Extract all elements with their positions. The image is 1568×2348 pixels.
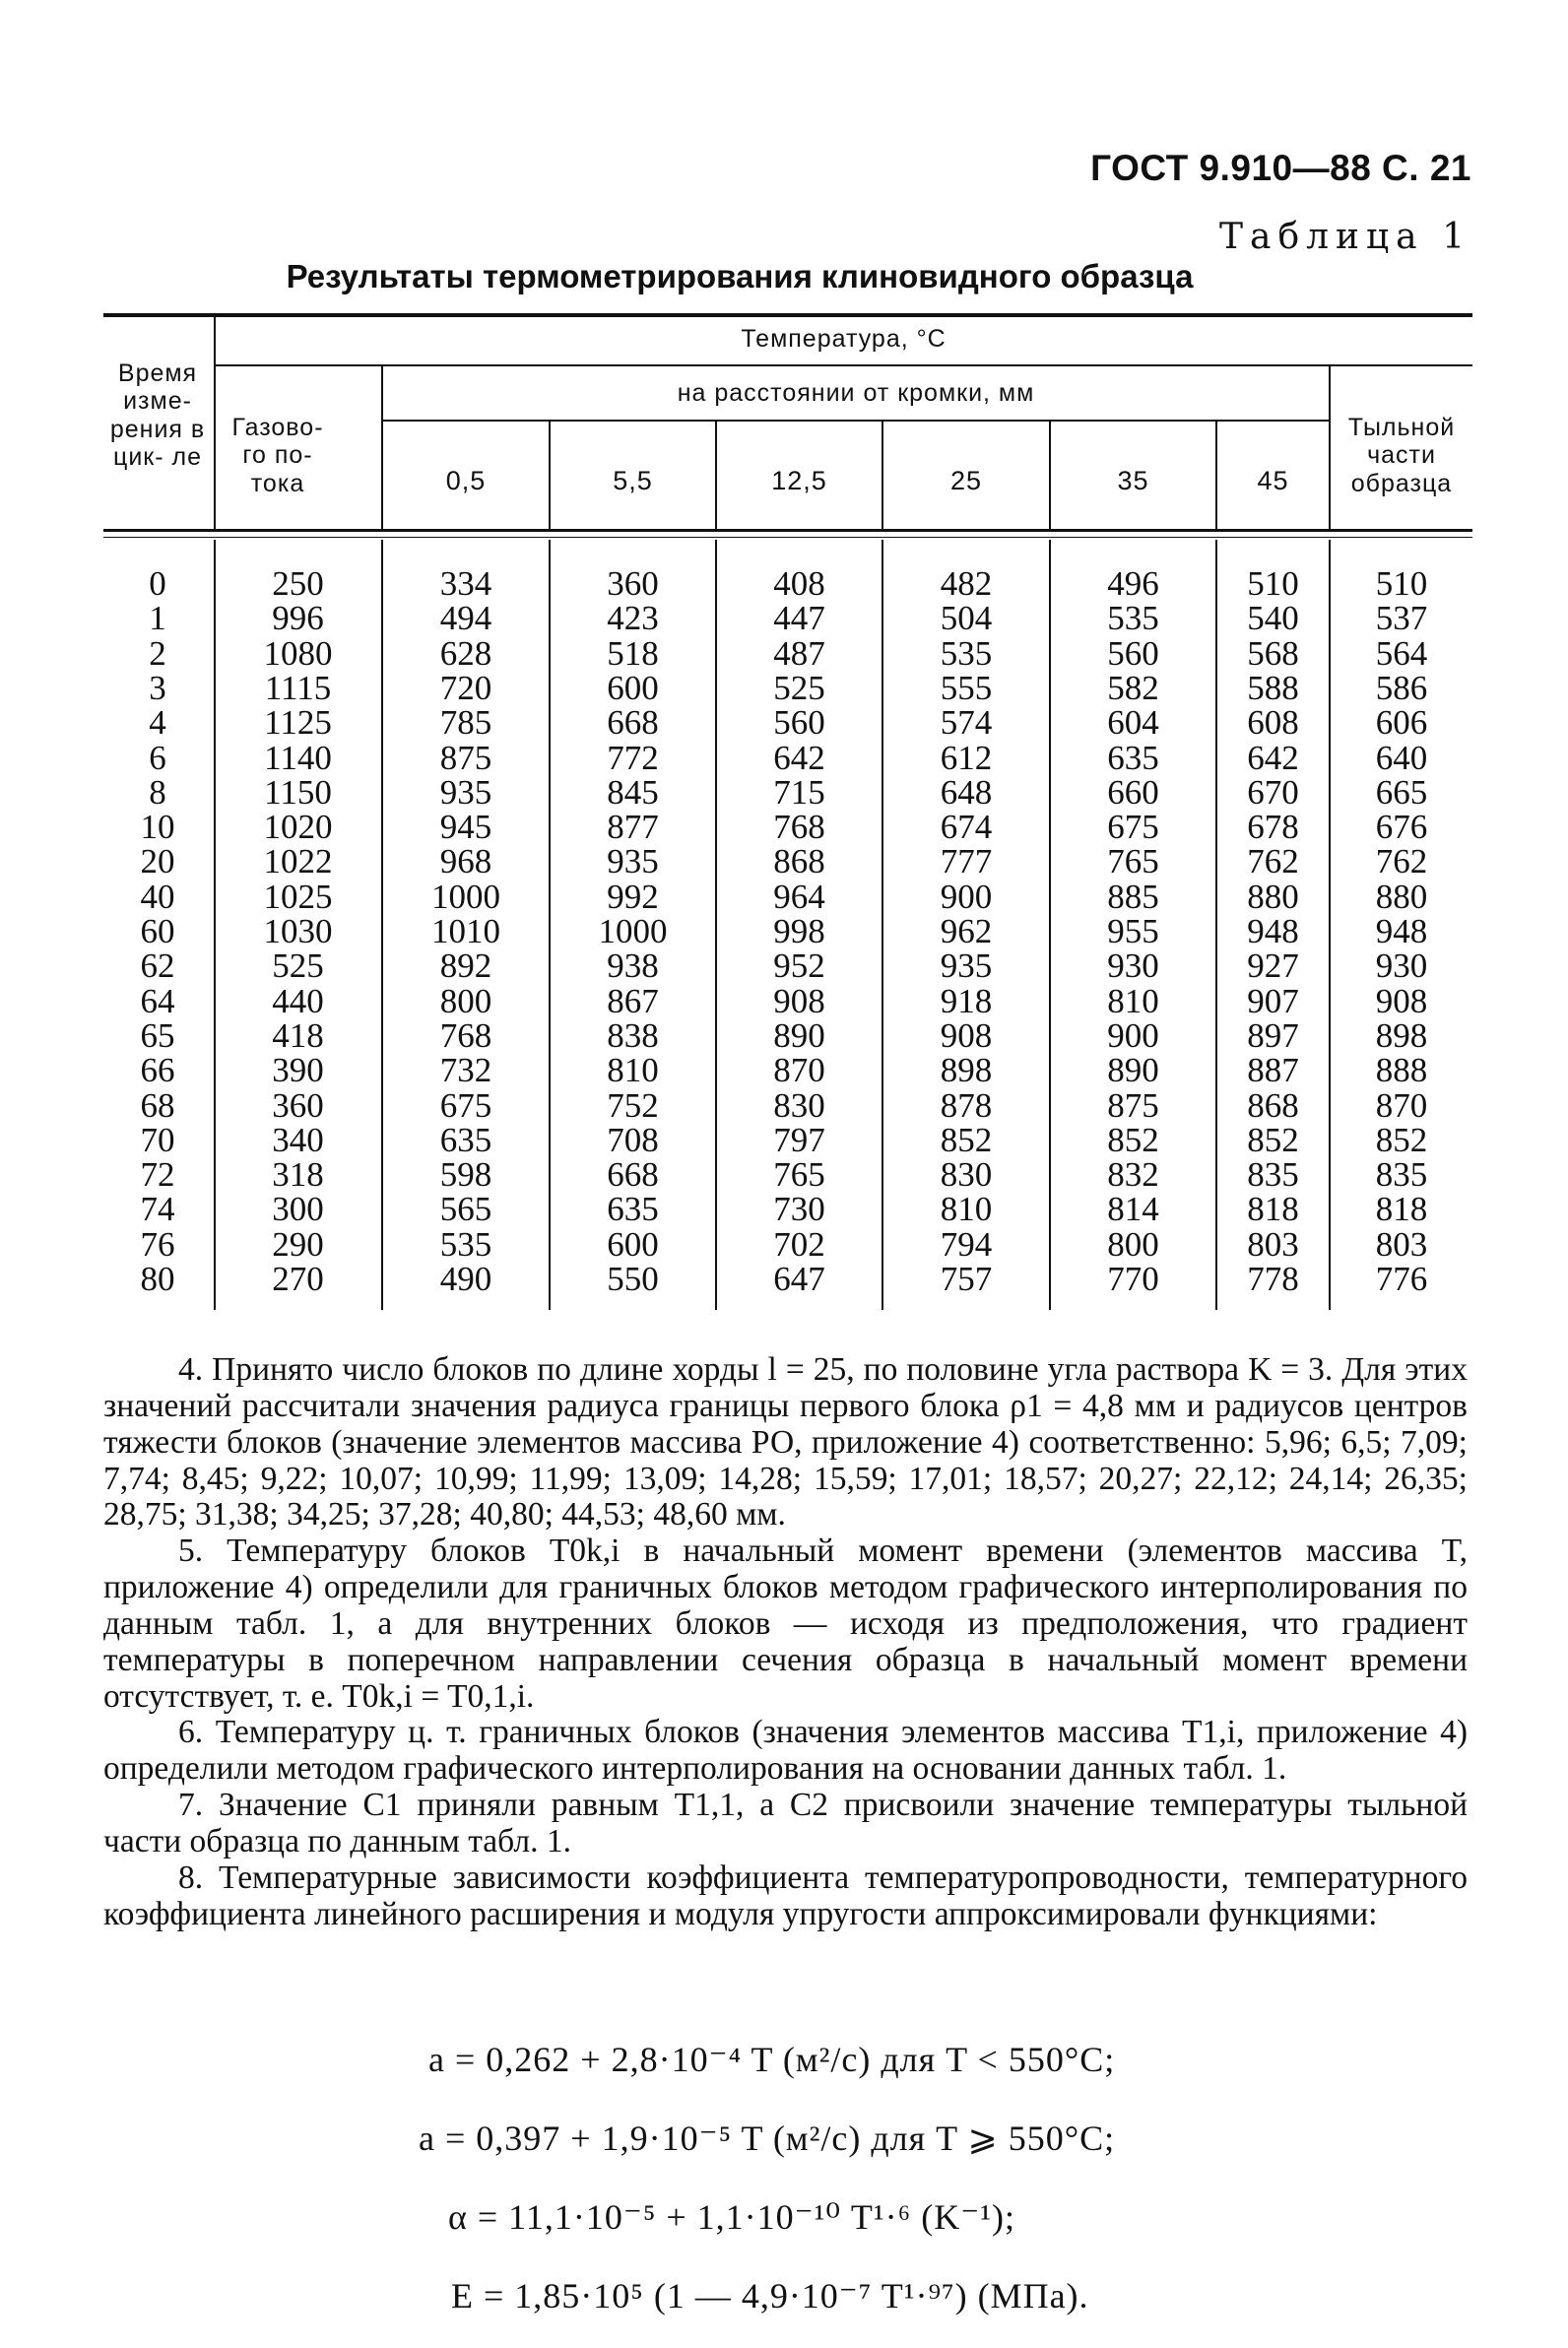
cell-value: 408: [773, 564, 825, 603]
cell-value: 715: [773, 772, 825, 812]
cell-value: 887: [1247, 1051, 1299, 1090]
cell-time: 3: [149, 668, 166, 707]
cell-value: 668: [607, 1155, 659, 1195]
cell-value: 935: [439, 772, 492, 812]
cell-time: 4: [149, 703, 166, 743]
cell-value: 1022: [263, 842, 333, 881]
cell-value: 535: [439, 1224, 492, 1264]
table-row: [0, 877, 1568, 916]
cell-value: 955: [1107, 912, 1159, 950]
cell-value: 1150: [264, 772, 332, 812]
table-row: [0, 566, 1568, 601]
cell-value: 762: [1375, 842, 1428, 881]
cell-value: 555: [940, 668, 993, 707]
table-label: Таблица 1: [1219, 217, 1471, 257]
cell-value: 550: [607, 1260, 659, 1298]
table-row: [0, 844, 1568, 879]
cell-value: 948: [1247, 912, 1299, 950]
cell-time: 20: [140, 842, 175, 881]
header-distance-value: 0,5: [445, 466, 487, 495]
cell-value: 720: [439, 668, 492, 707]
cell-value: 250: [272, 564, 324, 603]
cell-value: 770: [1107, 1260, 1159, 1298]
cell-value: 600: [607, 1224, 659, 1264]
table-row: [0, 703, 1568, 743]
cell-value: 482: [940, 564, 993, 603]
cell-value: 900: [1107, 1015, 1159, 1055]
cell-value: 835: [1247, 1155, 1299, 1195]
cell-value: 897: [1247, 1015, 1299, 1055]
header-temperature: Температура, °С: [741, 325, 947, 353]
cell-value: 648: [940, 772, 993, 812]
cell-time: 70: [140, 1120, 175, 1159]
cell-value: 1125: [264, 703, 332, 743]
cell-value: 868: [773, 842, 825, 881]
cell-time: 62: [140, 946, 175, 986]
cell-value: 612: [940, 738, 993, 777]
table-row: [0, 1190, 1568, 1229]
cell-time: 10: [140, 808, 175, 847]
table-header-bottom-rule: [103, 529, 1472, 532]
cell-value: 968: [439, 842, 492, 881]
cell-value: 852: [1375, 1120, 1428, 1159]
table-row: [0, 1224, 1568, 1264]
cell-value: 732: [439, 1051, 492, 1090]
cell-value: 300: [272, 1190, 324, 1229]
formula: a = 0,262 + 2,8·10⁻⁴ T (м²/с) для T < 550°С;: [428, 2040, 1116, 2079]
cell-value: 945: [439, 808, 492, 847]
cell-value: 574: [940, 703, 993, 743]
cell-value: 640: [1375, 738, 1428, 777]
formula: a = 0,397 + 1,9·10⁻⁵ T (м²/с) для T ⩾ 550°С;: [419, 2119, 1116, 2158]
cell-value: 938: [607, 946, 659, 986]
cell-value: 628: [439, 633, 492, 673]
cell-value: 814: [1107, 1190, 1159, 1229]
formula: E = 1,85·10⁵ (1 — 4,9·10⁻⁷ T¹·⁹⁷) (МПа).: [451, 2276, 1089, 2315]
cell-value: 665: [1375, 772, 1428, 812]
table-row: [0, 981, 1568, 1020]
table-row: [0, 668, 1568, 707]
cell-value: 487: [773, 633, 825, 673]
cell-value: 334: [439, 564, 492, 603]
cell-time: 0: [149, 564, 166, 603]
cell-value: 765: [1107, 842, 1159, 881]
cell-time: 68: [140, 1085, 175, 1125]
cell-value: 1140: [264, 738, 332, 777]
cell-value: 560: [1107, 633, 1159, 673]
cell-value: 604: [1107, 703, 1159, 743]
cell-value: 290: [272, 1224, 324, 1264]
cell-value: 635: [1107, 738, 1159, 777]
table-row: [0, 1015, 1568, 1055]
cell-value: 930: [1107, 946, 1159, 986]
cell-value: 423: [607, 599, 659, 638]
cell-value: 670: [1247, 772, 1299, 812]
cell-time: 66: [140, 1051, 175, 1090]
cell-time: 64: [140, 981, 175, 1020]
cell-value: 504: [940, 599, 993, 638]
cell-value: 888: [1375, 1051, 1428, 1090]
cell-value: 360: [607, 564, 659, 603]
cell-value: 880: [1375, 877, 1428, 916]
cell-value: 518: [607, 633, 659, 673]
table-row: [0, 1051, 1568, 1090]
cell-value: 996: [272, 599, 324, 638]
cell-value: 878: [940, 1085, 993, 1125]
cell-value: 830: [940, 1155, 993, 1195]
cell-value: 730: [773, 1190, 825, 1229]
cell-value: 962: [940, 912, 993, 950]
cell-value: 768: [773, 808, 825, 847]
cell-value: 892: [439, 946, 492, 986]
cell-value: 642: [773, 738, 825, 777]
paragraph: 6. Температуру ц. т. граничных блоков (значения элементов массива T1,i, приложение 4) определили методом графического интерполирования на основании данных табл. 1.: [103, 1714, 1468, 1788]
cell-time: 65: [140, 1015, 175, 1055]
cell-value: 835: [1375, 1155, 1428, 1195]
cell-value: 777: [940, 842, 993, 881]
paragraph: 7. Значение С1 приняли равным T1,1, а С2 присвоили значение температуры тыльной части образца по данным табл. 1.: [103, 1787, 1468, 1859]
table-row: [0, 946, 1568, 986]
cell-value: 600: [607, 668, 659, 707]
cell-value: 1025: [263, 877, 333, 916]
cell-value: 898: [1375, 1015, 1428, 1055]
cell-value: 918: [940, 981, 993, 1020]
cell-value: 838: [607, 1015, 659, 1055]
cell-value: 635: [439, 1120, 492, 1159]
cell-value: 675: [439, 1085, 492, 1125]
cell-value: 948: [1375, 912, 1428, 950]
cell-value: 776: [1375, 1260, 1428, 1298]
cell-value: 564: [1375, 633, 1428, 673]
header-distance-value: 45: [1257, 466, 1289, 495]
cell-value: 647: [773, 1260, 825, 1298]
cell-time: 74: [140, 1190, 175, 1229]
cell-value: 778: [1247, 1260, 1299, 1298]
cell-value: 447: [773, 599, 825, 638]
cell-value: 702: [773, 1224, 825, 1264]
cell-value: 496: [1107, 564, 1159, 603]
cell-value: 318: [272, 1155, 324, 1195]
cell-value: 868: [1247, 1085, 1299, 1125]
page-header: ГОСТ 9.910—88 С. 21: [1090, 148, 1471, 188]
cell-value: 340: [272, 1120, 324, 1159]
formula: α = 11,1·10⁻⁵ + 1,1·10⁻¹⁰ T¹·⁶ (K⁻¹);: [448, 2197, 1015, 2237]
cell-value: 908: [1375, 981, 1428, 1020]
cell-value: 810: [1107, 981, 1159, 1020]
table-row: [0, 738, 1568, 777]
cell-value: 870: [773, 1051, 825, 1090]
cell-value: 494: [439, 599, 492, 638]
cell-value: 535: [940, 633, 993, 673]
cell-value: 772: [607, 738, 659, 777]
cell-value: 588: [1247, 668, 1299, 707]
cell-value: 998: [773, 912, 825, 950]
header-back: Тыльной части образца: [1347, 414, 1456, 497]
distance-underline: [382, 420, 1330, 422]
cell-value: 875: [1107, 1085, 1159, 1125]
header-distance-value: 12,5: [771, 466, 827, 495]
cell-value: 880: [1247, 877, 1299, 916]
cell-value: 870: [1375, 1085, 1428, 1125]
cell-value: 635: [607, 1190, 659, 1229]
table-row: [0, 914, 1568, 948]
cell-value: 797: [773, 1120, 825, 1159]
cell-value: 800: [1107, 1224, 1159, 1264]
header-distance-value: 5,5: [613, 466, 653, 495]
cell-value: 810: [607, 1051, 659, 1090]
paragraph: 5. Температуру блоков T0k,i в начальный момент времени (элементов массива T, приложение 4) определили для граничных блоков методом графического интерполирования по данным табл. 1, а для внутренних блоков — исходя из предположения, что градиент температуры в поперечном направлении сечения образца в начальный момент времени отсутствует, т. е. T0k,i = T0,1,i.: [103, 1533, 1468, 1715]
cell-value: 1000: [598, 912, 668, 950]
paragraph: 8. Температурные зависимости коэффициента температуропроводности, температурного коэффициента линейного расширения и модуля упругости аппроксимировали функциями:: [103, 1859, 1468, 1932]
cell-value: 875: [439, 738, 492, 777]
cell-value: 490: [439, 1260, 492, 1298]
cell-value: 810: [940, 1190, 993, 1229]
cell-value: 565: [439, 1190, 492, 1229]
cell-value: 582: [1107, 668, 1159, 707]
cell-value: 890: [773, 1015, 825, 1055]
header-distance: на расстоянии от кромки, мм: [677, 379, 1035, 407]
body-text: [103, 1352, 1468, 1933]
cell-value: 360: [272, 1085, 324, 1125]
paragraph: 4. Принято число блоков по длине хорды l = 25, по половине угла раствора K = 3. Для этих значений рассчитали значения радиуса границы первого блока ρ1 = 4,8 мм и радиусов центров тяжести блоков (значение элементов массива РО, приложение 4) соответственно: 5,96; 6,5; 7,09; 7,74; 8,45; 9,22; 10,07; 10,99; 11,99; 13,09; 14,28; 15,59; 17,01; 18,57; 20,27; 22,12; 24,14; 26,35; 28,75; 31,38; 34,25; 37,28; 40,80; 44,53; 48,60 мм.: [103, 1351, 1468, 1533]
cell-time: 1: [149, 599, 166, 638]
cell-value: 762: [1247, 842, 1299, 881]
cell-value: 1115: [264, 668, 332, 707]
cell-value: 890: [1107, 1051, 1159, 1090]
cell-value: 830: [773, 1085, 825, 1125]
cell-value: 803: [1375, 1224, 1428, 1264]
cell-value: 708: [607, 1120, 659, 1159]
table-row: [0, 1120, 1568, 1159]
cell-value: 818: [1247, 1190, 1299, 1229]
cell-value: 674: [940, 808, 993, 847]
cell-value: 418: [272, 1015, 324, 1055]
cell-value: 852: [940, 1120, 993, 1159]
header-distance-value: 25: [949, 466, 983, 495]
cell-value: 930: [1375, 946, 1428, 986]
cell-value: 440: [272, 981, 324, 1020]
cell-value: 678: [1247, 808, 1299, 847]
cell-value: 992: [607, 877, 659, 916]
table-row: [0, 1155, 1568, 1195]
cell-value: 818: [1375, 1190, 1428, 1229]
cell-value: 1020: [263, 808, 333, 847]
cell-value: 668: [607, 703, 659, 743]
cell-value: 935: [607, 842, 659, 881]
cell-value: 598: [439, 1155, 492, 1195]
table-header: [0, 0, 1568, 552]
cell-time: 72: [140, 1155, 175, 1195]
temperature-underline: [215, 364, 1472, 366]
cell-value: 606: [1375, 703, 1428, 743]
cell-value: 900: [940, 877, 993, 916]
cell-value: 642: [1247, 738, 1299, 777]
cell-time: 80: [140, 1260, 175, 1298]
cell-value: 757: [940, 1260, 993, 1298]
cell-time: 76: [140, 1224, 175, 1264]
cell-value: 935: [940, 946, 993, 986]
cell-value: 877: [607, 808, 659, 847]
cell-value: 660: [1107, 772, 1159, 812]
table-row: [0, 772, 1568, 812]
cell-value: 510: [1375, 564, 1428, 603]
cell-value: 586: [1375, 668, 1428, 707]
cell-value: 907: [1247, 981, 1299, 1020]
cell-value: 676: [1375, 808, 1428, 847]
table-row: [0, 1262, 1568, 1296]
cell-value: 765: [773, 1155, 825, 1195]
cell-value: 675: [1107, 808, 1159, 847]
table-row: [0, 599, 1568, 638]
cell-value: 560: [773, 703, 825, 743]
cell-value: 832: [1107, 1155, 1159, 1195]
header-gas: Газово- го по- тока: [231, 414, 324, 497]
cell-value: 800: [439, 981, 492, 1020]
cell-value: 390: [272, 1051, 324, 1090]
cell-value: 1030: [263, 912, 333, 950]
cell-time: 2: [149, 633, 166, 673]
cell-value: 752: [607, 1085, 659, 1125]
cell-value: 785: [439, 703, 492, 743]
header-time: Время изме- рения в цик- ле: [109, 359, 206, 471]
cell-value: 540: [1247, 599, 1299, 638]
table-row: [0, 808, 1568, 847]
cell-value: 852: [1107, 1120, 1159, 1159]
cell-time: 40: [140, 877, 175, 916]
cell-value: 535: [1107, 599, 1159, 638]
cell-value: 510: [1247, 564, 1299, 603]
cell-value: 794: [940, 1224, 993, 1264]
cell-time: 8: [149, 772, 166, 812]
header-distance-value: 35: [1117, 466, 1149, 495]
cell-value: 852: [1247, 1120, 1299, 1159]
cell-value: 525: [272, 946, 324, 986]
cell-value: 845: [607, 772, 659, 812]
cell-value: 867: [607, 981, 659, 1020]
cell-value: 898: [940, 1051, 993, 1090]
table-title: Результаты термометрирования клиновидного образца: [286, 258, 1194, 294]
cell-time: 60: [140, 912, 175, 950]
cell-value: 927: [1247, 946, 1299, 986]
table-top-rule: [103, 313, 1472, 317]
cell-value: 964: [773, 877, 825, 916]
cell-value: 1010: [431, 912, 500, 950]
cell-value: 608: [1247, 703, 1299, 743]
cell-value: 1000: [431, 877, 500, 916]
cell-value: 885: [1107, 877, 1159, 916]
cell-value: 537: [1375, 599, 1428, 638]
cell-value: 952: [773, 946, 825, 986]
cell-value: 525: [773, 668, 825, 707]
cell-value: 768: [439, 1015, 492, 1055]
table-row: [0, 633, 1568, 673]
cell-value: 908: [773, 981, 825, 1020]
cell-value: 908: [940, 1015, 993, 1055]
cell-time: 6: [149, 738, 166, 777]
cell-value: 270: [272, 1260, 324, 1298]
cell-value: 568: [1247, 633, 1299, 673]
cell-value: 1080: [263, 633, 333, 673]
table-header-bottom-rule-thin: [103, 537, 1472, 538]
table-row: [0, 1085, 1568, 1125]
cell-value: 803: [1247, 1224, 1299, 1264]
